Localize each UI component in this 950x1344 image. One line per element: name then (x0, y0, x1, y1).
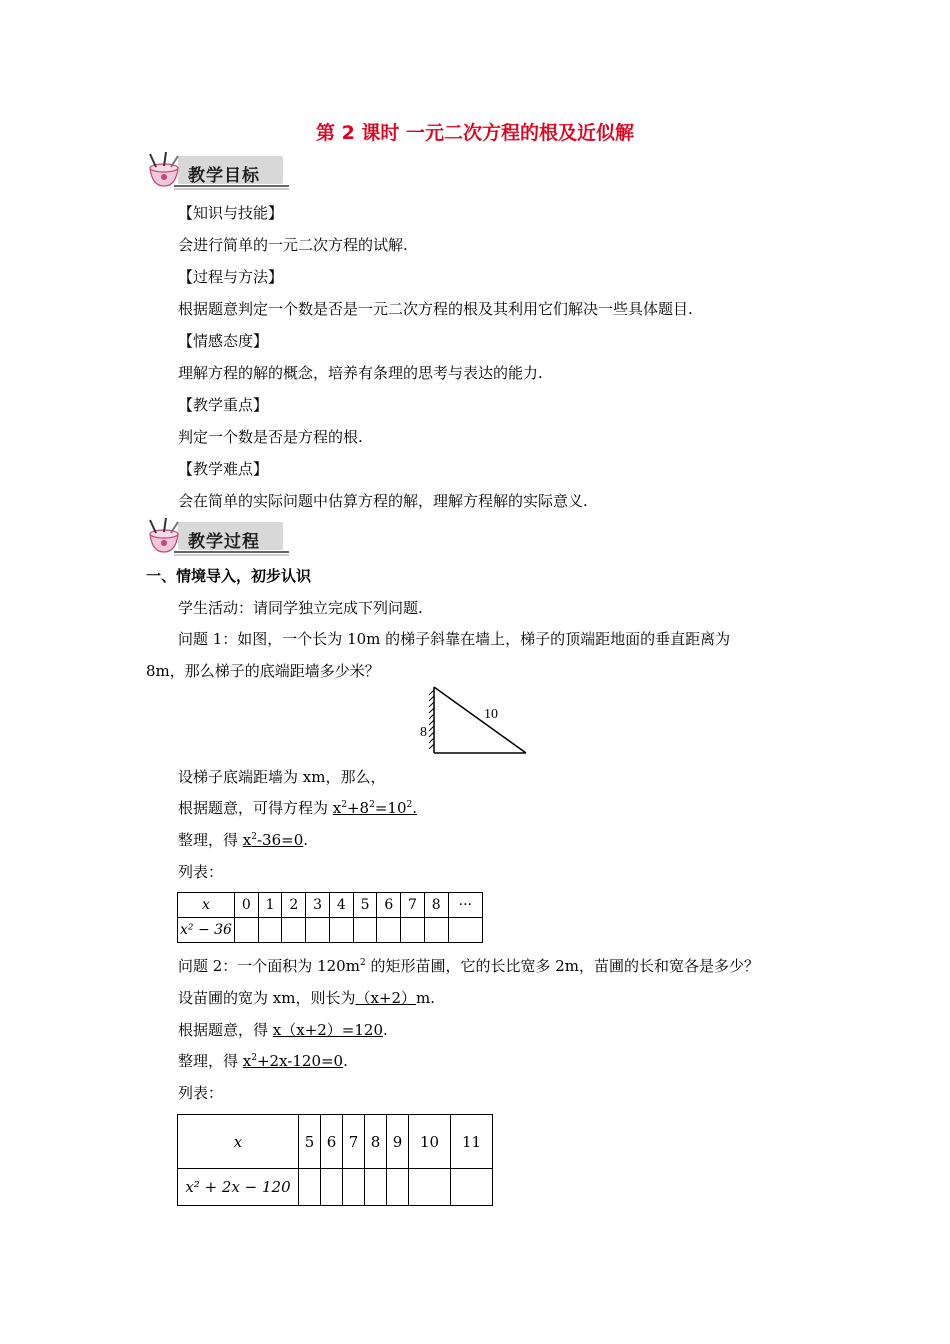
table-cell (299, 1169, 321, 1206)
eq-exponent: 2 (251, 1053, 257, 1063)
equation-prefix: 根据题意，可得方程为 (178, 799, 333, 817)
equation-line-2 (178, 1019, 388, 1040)
setup-answer: （x+2） (355, 989, 417, 1007)
ladder-triangle-figure (418, 684, 530, 756)
goal-heading: 【情感态度】 (178, 332, 269, 350)
table-row (178, 1169, 493, 1206)
table-cell: 8 (365, 1115, 387, 1169)
section-badge-process (144, 518, 289, 558)
table-cell: 2 (282, 893, 306, 918)
table-cell: 7 (401, 893, 425, 918)
setup-prefix: 设苗圃的宽为 xm，则长为 (178, 989, 356, 1007)
question-2 (178, 955, 759, 976)
table-header-cell: x (178, 893, 235, 918)
table-cell (377, 918, 401, 943)
simplify-answer (243, 1052, 343, 1070)
table-cell: ··· (448, 893, 482, 918)
page-title: 第 2 课时 一元二次方程的根及近似解 (315, 122, 635, 144)
value-table-2 (177, 1114, 493, 1206)
simplify-line-1 (178, 829, 308, 850)
q2-text: 的矩形苗圃，它的长比宽多 2m，苗圃的长和宽各是多少？ (365, 957, 759, 975)
q2-text: 问题 2：一个面积为 120m (178, 957, 360, 975)
table-cell: 6 (377, 893, 401, 918)
table-cell: 7 (343, 1115, 365, 1169)
setup-text-1: 设梯子底端距墙为 xm，那么， (178, 768, 386, 786)
eq-term: . (343, 1052, 348, 1070)
section-heading: 一、情境导入，初步认识 (146, 567, 312, 585)
table-cell (409, 1169, 451, 1206)
list-label: 列表： (178, 1084, 224, 1102)
table-cell (365, 1169, 387, 1206)
goal-heading: 【知识与技能】 (178, 204, 284, 222)
question-1-line-1: 问题 1：如图，一个长为 10m 的梯子斜靠在墙上，梯子的顶端距地面的垂直距离为 (178, 630, 731, 648)
goal-heading: 【过程与方法】 (178, 268, 284, 286)
table-cell (401, 918, 425, 943)
value-table-1 (177, 892, 483, 943)
table-cell: 5 (353, 893, 377, 918)
eq-term: . (383, 1021, 388, 1039)
eq-term: +2x-120=0 (256, 1052, 344, 1070)
question-1-line-2: 8m，那么梯子的底端距墙多少米？ (146, 662, 380, 680)
table-cell (424, 918, 448, 943)
hypotenuse-label: 10 (484, 707, 498, 722)
table-cell (353, 918, 377, 943)
table-cell: 10 (409, 1115, 451, 1169)
table-header-cell: x² − 36 (178, 918, 235, 943)
goal-text: 会进行简单的一元二次方程的试解. (178, 236, 408, 254)
equation-answer (333, 799, 417, 817)
table-cell (448, 918, 482, 943)
activity-text: 学生活动：请同学独立完成下列问题. (178, 599, 423, 617)
goal-text: 根据题意判定一个数是否是一元二次方程的根及其利用它们解决一些具体题目. (178, 300, 693, 318)
table-row (178, 893, 483, 918)
setup-text-2 (178, 987, 435, 1008)
table-cell: 9 (387, 1115, 409, 1169)
goal-text: 会在简单的实际问题中估算方程的解，理解方程解的实际意义. (178, 492, 588, 510)
table-cell (451, 1169, 493, 1206)
eq-term: +8 (346, 799, 370, 817)
goal-text: 判定一个数是否是方程的根. (178, 428, 363, 446)
eq-term: -36=0 (256, 831, 304, 849)
list-label: 列表： (178, 863, 224, 881)
eq-term: x (242, 1052, 252, 1070)
badge-label: 教学过程 (188, 532, 260, 552)
table-cell (258, 918, 282, 943)
table-cell: 0 (235, 893, 259, 918)
goal-heading: 【教学难点】 (178, 460, 269, 478)
eq-term: . (412, 799, 418, 817)
table-header-cell: x² + 2x − 120 (178, 1169, 299, 1206)
eq-term: x (242, 831, 252, 849)
simplify-answer (243, 831, 303, 849)
table-cell: 5 (299, 1115, 321, 1169)
eq-exponent: 2 (369, 800, 375, 810)
eq-term: =10 (374, 799, 407, 817)
simplify-line-2 (178, 1050, 348, 1071)
setup-end: m. (416, 989, 436, 1007)
q2-exponent: 2 (359, 958, 366, 968)
table-cell: 1 (258, 893, 282, 918)
simplify-prefix: 整理，得 (178, 1052, 243, 1070)
table-row (178, 1115, 493, 1169)
table-cell (387, 1169, 409, 1206)
side-label: 8 (420, 725, 427, 740)
simplify-prefix: 整理，得 (178, 831, 243, 849)
table-cell: 11 (451, 1115, 493, 1169)
eq-exponent: 2 (251, 832, 257, 842)
table-cell: 8 (424, 893, 448, 918)
badge-label: 教学目标 (188, 166, 260, 186)
table-cell: 4 (329, 893, 353, 918)
eq-exponent: 2 (341, 800, 347, 810)
table-header-cell: x (178, 1115, 299, 1169)
eq-term: . (303, 831, 309, 849)
equation-answer: x（x+2）=120 (272, 1021, 384, 1039)
equation-line-1 (178, 797, 417, 818)
table-cell: 6 (321, 1115, 343, 1169)
table-row (178, 918, 483, 943)
table-cell (329, 918, 353, 943)
table-cell (321, 1169, 343, 1206)
goal-text: 理解方程的解的概念，培养有条理的思考与表达的能力. (178, 364, 543, 382)
table-cell (306, 918, 330, 943)
eq-term: x (332, 799, 342, 817)
equation-prefix: 根据题意，得 (178, 1021, 273, 1039)
table-cell (282, 918, 306, 943)
eq-exponent: 2 (406, 800, 413, 810)
table-cell: 3 (306, 893, 330, 918)
table-cell (235, 918, 259, 943)
table-cell (343, 1169, 365, 1206)
goal-heading: 【教学重点】 (178, 396, 269, 414)
section-badge-goals (144, 152, 289, 192)
